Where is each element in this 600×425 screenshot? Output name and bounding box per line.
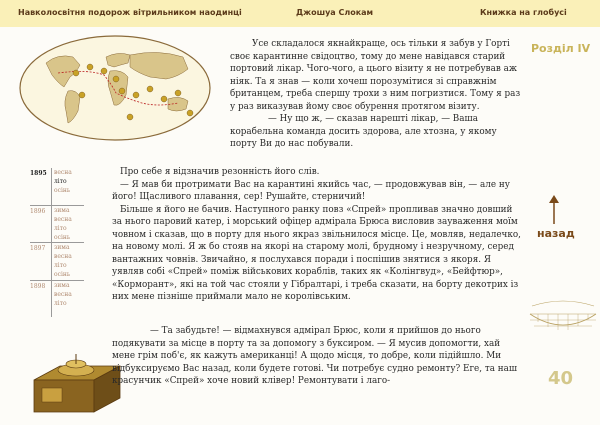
paragraph: Більше я його не бачив. Наступного ранку повз «Спрей» пропливав значно довший за нього паровий катер, і морський офіцер адмірала Брюса висловив зауваження моїм човном і сказав, що в порту для нього якраз звільнилося місце. Це, мовляв, недалечко, на новому молі. Я ж бо стояв на якорі на старому молі, брудному і незручному, серед вантажних човнів. Звичайно, я послухався поради і поспішив знятися з якоря. Я уявляв собі «Спрей» поміж військових кораблів, таких як «Колінгвуд», «Бейфтюр», «Корморант», які на той час стояли у Гібралтарі, і треба сказати, на борту декотрих із них мене пізніше приймали мало не королівським. <box>112 204 521 302</box>
timeline-season: літо <box>54 224 67 232</box>
timeline-year: 1898 <box>30 281 52 318</box>
timeline-season: зима <box>54 206 70 214</box>
timeline-season: літо <box>54 262 67 269</box>
up-arrow-icon <box>547 195 561 225</box>
world-map-route-illustration[interactable] <box>18 33 212 143</box>
text-column-middle <box>112 166 522 304</box>
back-label: назад <box>537 227 575 240</box>
text-column-top <box>230 38 522 151</box>
timeline-year-row[interactable] <box>30 206 84 244</box>
page-number: 40 <box>548 368 574 389</box>
boat-blueprint-illustration <box>528 292 598 340</box>
timeline-season: весна <box>54 215 72 223</box>
timeline-year: 1896 <box>30 206 52 243</box>
timeline-year-row[interactable] <box>30 168 84 206</box>
timeline-season: весна <box>54 253 72 260</box>
author-name: Джошуа Слокам <box>296 8 374 17</box>
paragraph: — Ну що ж, — сказав нарешті лікар, — Ваша корабельна команда досить здорова, але хтозна, у якому порту Ви до нас побували. <box>230 114 497 149</box>
timeline-season: зима <box>54 281 70 289</box>
timeline-year: 1895 <box>30 168 52 205</box>
timeline-season: осінь <box>54 271 71 278</box>
paragraph: — Я мав би протримати Вас на карантині якийсь час, — продовжував він, — але ну його! Щасливого плавання, сер! Рушайте, стерничий! <box>112 179 510 202</box>
paragraph: Усе складалося якнайкраще, ось тільки я забув у Горті своє карантинне свідоцтво, тому до мене навідався старий портовий лікар. Чого-чого, а цього візиту я не потребував аж ніяк. Та я знав — коли хочеш порозумітися зі справжнім британцем, треба спершу трохи з ним погризтися. Тому я раз у раз виказував йому своє обурення протягом візиту. <box>230 39 521 112</box>
timeline-year: 1897 <box>30 243 52 280</box>
timeline-season: зима <box>54 244 70 251</box>
series-title: Книжка на глобусі <box>480 8 567 17</box>
timeline-year-row[interactable] <box>30 281 84 318</box>
timeline-season: осінь <box>54 187 71 194</box>
chapter-label: Розділ IV <box>531 42 591 55</box>
voyage-timeline <box>30 168 84 317</box>
paragraph: — Та забудьте! — відмахнувся адмірал Брюс, коли я прийшов до нього подякувати за місце в порту та за допомогу з буксиром. — Я мусив допомогти, хай мене грім поб'є, як кажуть американці! А щодо місця, то добре, коли підійшло. Ми відбуксируємо Вас назад, коли будете готові. Чи потребує судно ремонту? Еге, та наш красунчик «Спрей» хоче новий клівер! Ремонтувати і лаго- <box>112 326 518 386</box>
book-title: Навколосвітня подорож вітрильником наодинці <box>18 8 242 17</box>
timeline-year-row[interactable] <box>30 243 84 281</box>
text-column-bottom <box>112 325 522 388</box>
timeline-season-current: літо <box>54 178 67 185</box>
paragraph: Про себе я відзначив резонність його слів. <box>120 167 320 177</box>
timeline-season: осінь <box>54 233 71 241</box>
timeline-season: весна <box>54 169 72 176</box>
timeline-season: літо <box>54 299 67 307</box>
running-header <box>0 0 600 27</box>
timeline-season: весна <box>54 290 72 298</box>
back-button[interactable] <box>535 195 575 245</box>
